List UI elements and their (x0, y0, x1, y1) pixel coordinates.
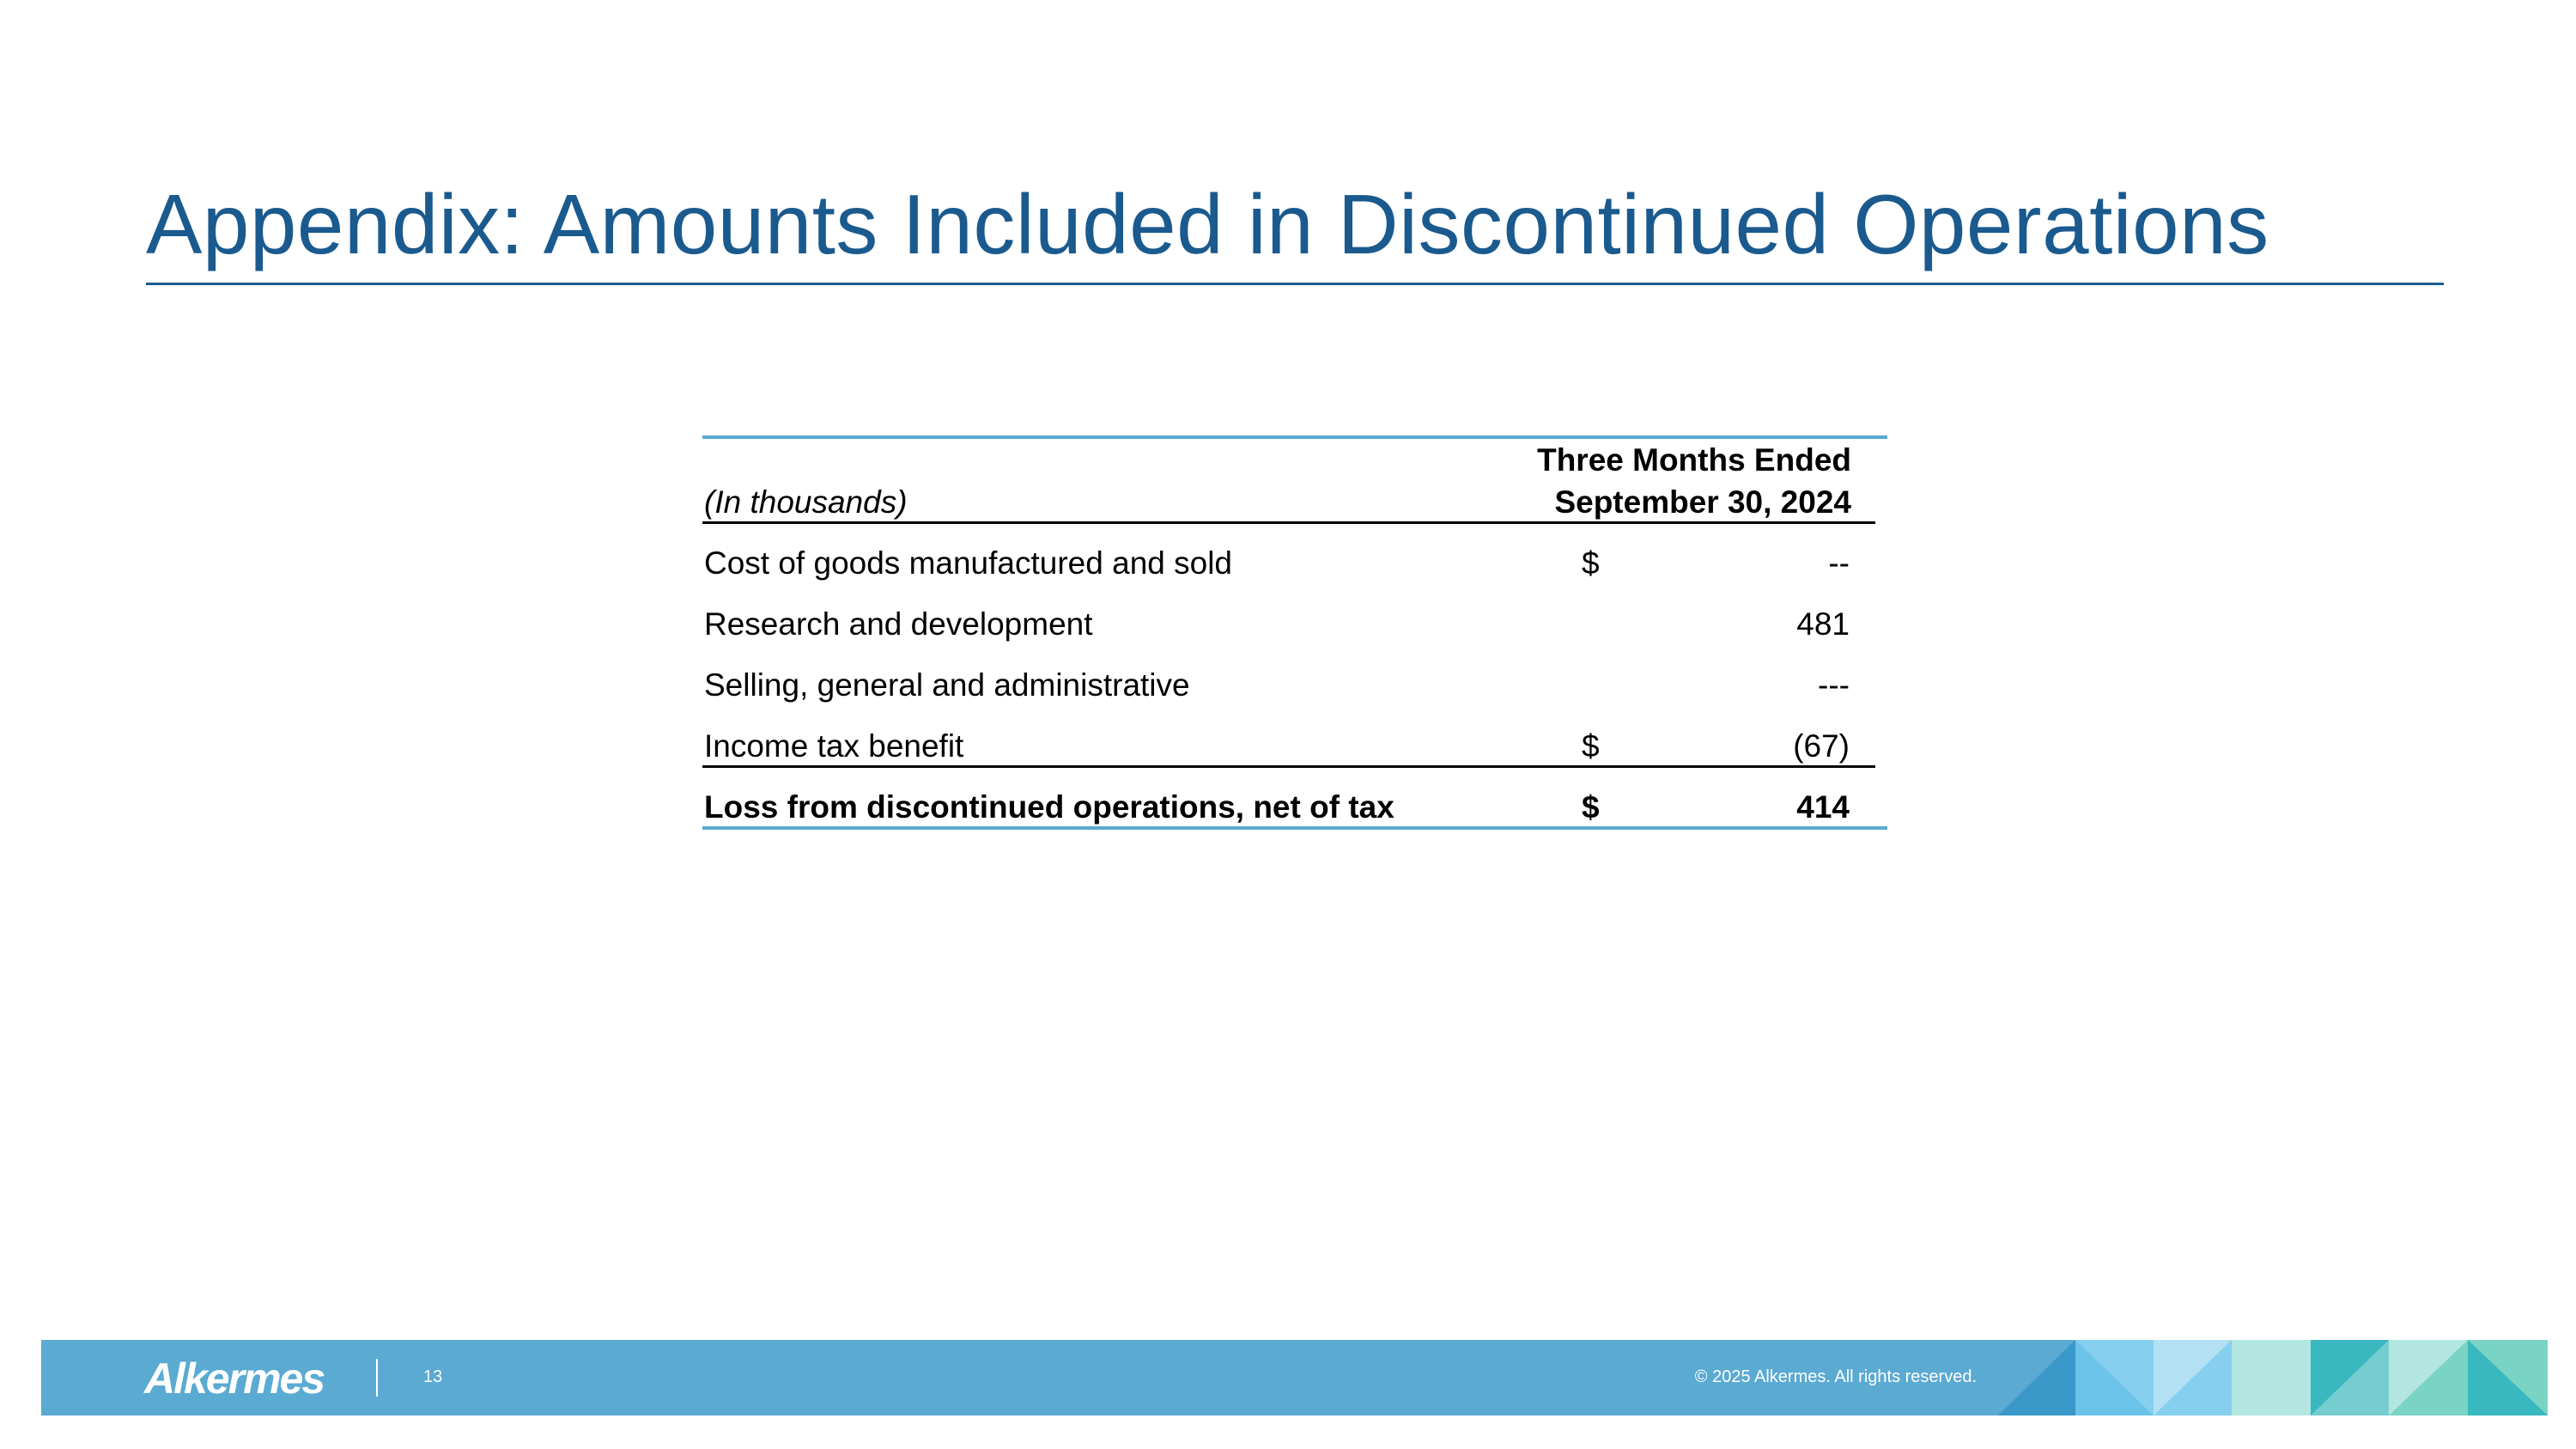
alkermes-logo: Alkermes (144, 1355, 325, 1403)
total-label: Loss from discontinued operations, net of tax (704, 789, 1394, 825)
page-number: 13 (423, 1367, 443, 1386)
row-value: (67) (1793, 728, 1850, 764)
copyright-text: © 2025 Alkermes. All rights reserved. (1694, 1367, 1977, 1386)
unit-label: (In thousands) (704, 484, 908, 520)
header-rule (702, 521, 1875, 524)
row-label: Research and development (704, 606, 1093, 642)
row-label: Income tax benefit (704, 728, 964, 764)
title-underline (146, 283, 2444, 285)
row-currency: $ (1582, 728, 1600, 764)
row-currency: $ (1582, 545, 1600, 581)
column-header-line1: Three Months Ended (1537, 442, 1851, 478)
page-title: Appendix: Amounts Included in Discontinued Operations (146, 177, 2269, 271)
row-label: Selling, general and administrative (704, 667, 1190, 703)
total-value: 414 (1796, 789, 1850, 825)
table-top-rule (702, 435, 1887, 439)
footer-bar (41, 1340, 2548, 1416)
total-currency: $ (1582, 789, 1600, 825)
column-header-line2: September 30, 2024 (1554, 484, 1851, 520)
decorative-triangles-icon (1998, 1340, 2548, 1416)
footer-divider (376, 1359, 378, 1397)
row-value: -- (1828, 545, 1850, 581)
subtotal-rule (702, 765, 1875, 768)
table-bottom-rule (702, 826, 1887, 830)
row-value: 481 (1796, 606, 1850, 642)
row-value: --- (1818, 667, 1850, 703)
row-label: Cost of goods manufactured and sold (704, 545, 1232, 581)
